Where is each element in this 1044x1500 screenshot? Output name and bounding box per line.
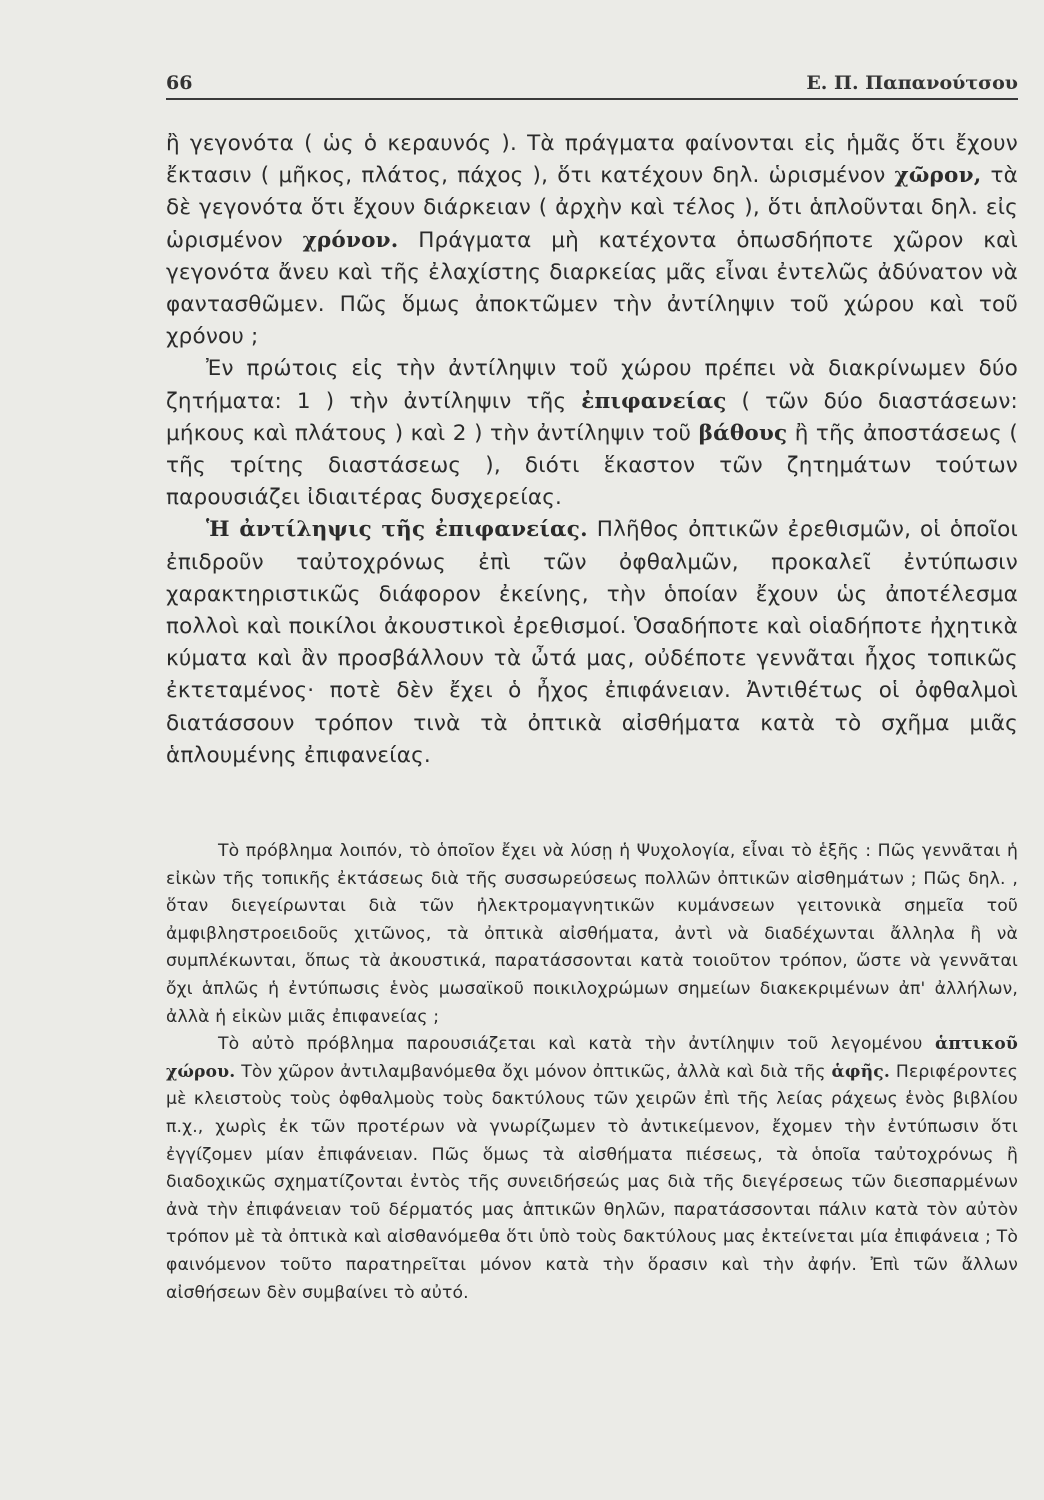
- paragraph-1: ἢ γεγονότα ( ὡς ὁ κεραυνός ). Τὰ πράγματα φαίνονται εἰς ἡμᾶς ὅτι ἔχουν ἔκτασιν ( μῆκος, πλάτος, πάχος ), ὅτι κατέχουν δηλ. ὡρισμένον χῶρον, τὰ δὲ γεγονότα ὅτι ἔχουν διάρκειαν ( ἀρχὴν καὶ τέλος ), ὅτι ἁπλοῦνται δηλ. εἰς ὡρισμένον χρόνον. Πράγματα μὴ κατέχοντα ὁπωσδήποτε χῶρον καὶ γεγονότα ἄνευ καὶ τῆς ἐλαχίστης διαρκείας μᾶς εἶναι ἐντελῶς ἀδύνατον νὰ φαντασθῶμεν. Πῶς ὅμως ἀποκτῶμεν τὴν ἀντίληψιν τοῦ χώρου καὶ τοῦ χρόνου ;: [166, 131, 1018, 350]
- main-text: [166, 128, 1018, 772]
- running-head: Ε. Π. Παπανούτσου: [806, 72, 1018, 94]
- paragraph-2: Ἐν πρώτοις εἰς τὴν ἀντίληψιν τοῦ χώρου πρέπει νὰ διακρίνωμεν δύο ζητήματα: 1 ) τὴν ἀντίληψιν τῆς ἐπιφανείας ( τῶν δύο διαστάσεων: μήκους καὶ πλάτους ) καὶ 2 ) τὴν ἀντίληψιν τοῦ βάθους ἢ τῆς ἀποστάσεως ( τῆς τρίτης διαστάσεως ), διότι ἕκαστον τῶν ζητημάτων τούτων παρουσιάζει ἰδιαιτέρας δυσχερείας.: [166, 356, 1018, 511]
- note-paragraph-1: Τὸ πρόβλημα λοιπόν, τὸ ὁποῖον ἔχει νὰ λύσῃ ἡ Ψυχολογία, εἶναι τὸ ἑξῆς : Πῶς γεννᾶται ἡ εἰκὼν τῆς τοπικῆς ἐκτάσεως διὰ τῆς συσσωρεύσεως πολλῶν ὀπτικῶν αἰσθημάτων ; Πῶς δηλ. , ὅταν διεγείρωνται διὰ τῶν ἠλεκτρομαγνητικῶν κυμάνσεων γειτονικὰ σημεῖα τοῦ ἀμφιβληστροειδοῦς χιτῶνος, τὰ ὀπτικὰ αἰσθήματα, ἀντὶ νὰ διαδέχωνται ἄλληλα ἢ νὰ συμπλέκωνται, ὅπως τὰ ἀκουστικά, παρατάσσονται κατὰ τοιοῦτον τρόπον, ὥστε νὰ γεννᾶται ὄχι ἁπλῶς ἡ ἐντύπωσις ἑνὸς μωσαϊκοῦ ποικιλοχρώμων σημείων διακεκριμένων ἀπ' ἀλλήλων, ἀλλὰ ἡ εἰκὼν μιᾶς ἐπιφανείας ;: [166, 841, 1018, 1027]
- page-number: 66: [166, 72, 193, 94]
- page-header: [166, 66, 1018, 104]
- header-rule: [166, 98, 1018, 100]
- small-print-section: [166, 838, 1018, 1307]
- bold-term-time: χρόνον.: [302, 227, 399, 253]
- bold-term-depth: βάθους: [698, 420, 788, 446]
- section-heading: Ἡ ἀντίληψις τῆς ἐπιφανείας.: [206, 517, 588, 543]
- bold-term-space: χῶρον,: [894, 163, 982, 189]
- paragraph-3: Ἡ ἀντίληψις τῆς ἐπιφανείας. Πλῆθος ὀπτικῶν ἐρεθισμῶν, οἱ ὁποῖοι ἐπιδροῦν ταὐτοχρόνως ἐπὶ τῶν ὀφθαλμῶν, προκαλεῖ ἐντύπωσιν χαρακτηριστικῶς διάφορον ἐκείνης, τὴν ὁποίαν ἔχουν ὡς ἀποτέλεσμα πολλοὶ καὶ ποικίλοι ἀκουστικοὶ ἐρεθισμοί. Ὁσαδήποτε καὶ οἱαδήποτε ἠχητικὰ κύματα καὶ ἂν προσβάλλουν τὰ ὦτά μας, οὐδέποτε γεννᾶται ἦχος τοπικῶς ἐκτεταμένος· ποτὲ δὲν ἔχει ὁ ἦχος ἐπιφάνειαν. Ἀντιθέτως οἱ ὀφθαλμοὶ διατάσσουν τρόπον τινὰ τὰ ὀπτικὰ αἰσθήματα κατὰ τὸ σχῆμα μιᾶς ἁπλουμένης ἐπιφανείας.: [166, 517, 1018, 768]
- bold-term-surface: ἐπιφανείας: [581, 388, 727, 414]
- bold-term-haptic-space: ἁπτικοῦ χώρου.: [166, 1034, 1018, 1082]
- bold-term-touch: ἁφῆς.: [831, 1061, 891, 1082]
- note-paragraph-2: Τὸ αὐτὸ πρόβλημα παρουσιάζεται καὶ κατὰ τὴν ἀντίληψιν τοῦ λεγομένου ἁπτικοῦ χώρου. Τὸν χῶρον ἀντιλαμβανόμεθα ὄχι μόνον ὀπτικῶς, ἀλλὰ καὶ διὰ τῆς ἁφῆς. Περιφέροντες μὲ κλειστοὺς τοὺς ὀφθαλμοὺς τοὺς δακτύλους τῶν χειρῶν ἐπὶ τῆς λείας ράχεως ἑνὸς βιβλίου π.χ., χωρὶς ἐκ τῶν προτέρων νὰ γνωρίζωμεν τὸ ἀντικείμενον, ἔχομεν τὴν ἐντύπωσιν ὅτι ἐγγίζομεν μίαν ἐπιφάνειαν. Πῶς ὅμως τὰ αἰσθήματα πιέσεως, τὰ ὁποῖα ταὐτοχρόνως ἢ διαδοχικῶς σχηματίζονται ἐντὸς τῆς συνειδήσεώς μας διὰ τῆς διεγέρσεως τῶν διεσπαρμένων ἀνὰ τὴν ἐπιφάνειαν τοῦ δέρματός μας ἁπτικῶν θηλῶν, παρατάσσονται πάλιν κατὰ τὸν αὐτὸν τρόπον μὲ τὰ ὀπτικὰ καὶ αἰσθανόμεθα ὅτι ὑπὸ τοὺς δακτύλους μας ἐκτείνεται μία ἐπιφάνεια ; Τὸ φαινόμενον τοῦτο παρατηρεῖται μόνον κατὰ τὴν ὅρασιν καὶ τὴν ἀφήν. Ἐπὶ τῶν ἄλλων αἰσθήσεων δὲν συμβαίνει τὸ αὐτό.: [166, 1034, 1019, 1303]
